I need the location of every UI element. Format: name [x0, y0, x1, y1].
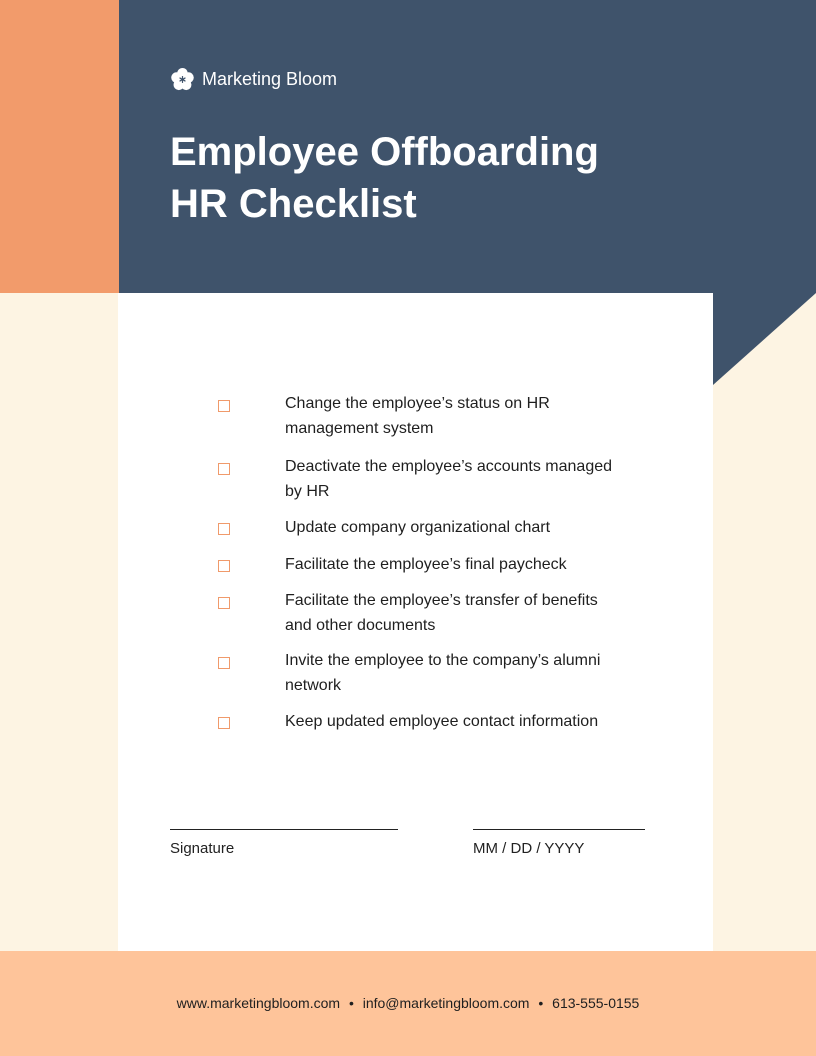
email-link[interactable]: info@marketingbloom.com: [362, 995, 530, 1011]
separator-dot: •: [348, 995, 354, 1011]
checkbox[interactable]: [218, 560, 230, 572]
checkbox[interactable]: [218, 657, 230, 669]
checklist-item-text: Deactivate the employee’s accounts managed by HR: [285, 458, 613, 500]
date-label: MM / DD / YYYY: [473, 840, 585, 857]
checkbox[interactable]: [218, 717, 230, 729]
date-line[interactable]: [473, 829, 645, 830]
title-line-1: Employee Offboarding: [170, 130, 599, 174]
signature-line[interactable]: [170, 829, 398, 830]
orange-side-block: [0, 0, 119, 293]
footer-contact: [0, 995, 816, 1011]
brand-name: Marketing Bloom: [202, 68, 338, 89]
checklist-item-text: Update company organizational chart: [285, 519, 551, 536]
corner-triangle: [713, 293, 816, 385]
separator-dot: •: [538, 995, 544, 1011]
brand: [170, 66, 337, 92]
website-link[interactable]: www.marketingbloom.com: [176, 995, 341, 1011]
checklist-item-text: Keep updated employee contact information: [285, 713, 599, 730]
checkbox[interactable]: [218, 463, 230, 475]
phone-number: 613-555-0155: [552, 995, 640, 1011]
checklist-item-text: Invite the employee to the company’s alumni network: [285, 652, 601, 694]
checkbox[interactable]: [218, 523, 230, 535]
signature-label: Signature: [170, 840, 235, 857]
title-line-2: HR Checklist: [170, 182, 417, 226]
flower-icon: [170, 67, 195, 92]
checklist-item-text: Facilitate the employee’s final paycheck: [285, 556, 567, 573]
checklist-item-text: Facilitate the employee’s transfer of benefits and other documents: [285, 592, 598, 634]
checkbox[interactable]: [218, 400, 230, 412]
checklist-item-text: Change the employee’s status on HR management system: [285, 395, 550, 437]
checkbox[interactable]: [218, 597, 230, 609]
page-title: [170, 126, 690, 230]
